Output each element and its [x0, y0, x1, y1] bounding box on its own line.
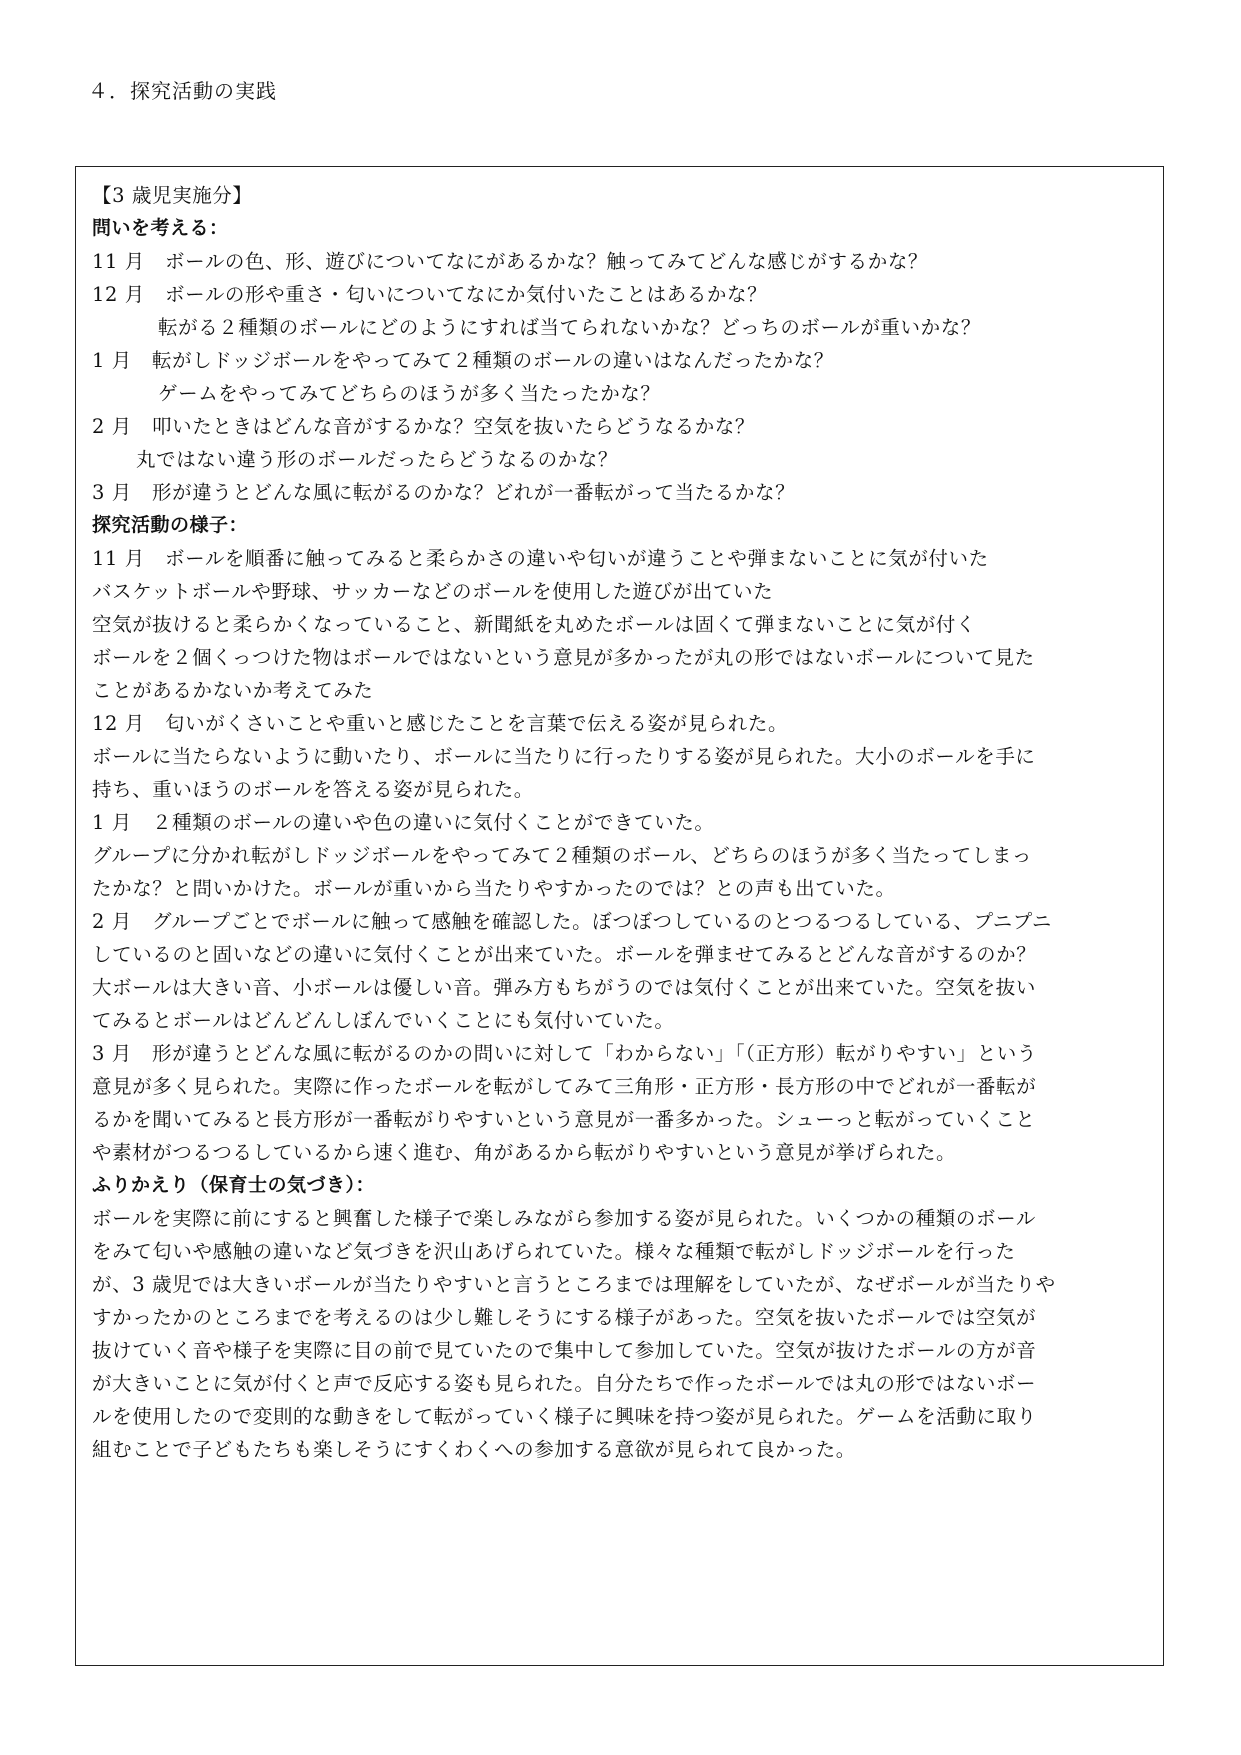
text-line: 1 月 ２種類のボールの違いや色の違いに気付くことができていた。 — [92, 811, 715, 834]
section-heading: ４．探究活動の実践 — [88, 79, 277, 103]
text-line: 11 月 ボールを順番に触ってみると柔らかさの違いや匂いが違うことや弾まないことに気が付いた — [92, 547, 989, 570]
text-line: 空気が抜けると柔らかくなっていること、新聞紙を丸めたボールは固くて弾まないことに気が付く — [92, 613, 977, 636]
text-line: 12 月 ボールの形や重さ・匂いについてなにか気付いたことはあるかな？ — [92, 283, 768, 306]
content-body — [92, 179, 1151, 1466]
section-label: ふりかえり（保育士の気づき）： — [92, 1174, 376, 1196]
text-line: 転がる２種類のボールにどのようにすれば当てられないかな？どっちのボールが重いかな？ — [158, 316, 981, 339]
section-label: 問いを考える： — [92, 217, 229, 239]
text-line: 大ボールは大きい音、小ボールは優しい音。弾み方もちがうのでは気付くことが出来ていた。空気を抜い — [92, 976, 1036, 999]
text-line: 【3 歳児実施分】 — [92, 184, 253, 207]
text-line: ボールを２個くっつけた物はボールではないという意見が多かったが丸の形ではないボールについて見た — [92, 646, 1035, 669]
text-line: グループに分かれ転がしドッジボールをやってみて２種類のボール、どちらのほうが多く当たってしまっ — [92, 844, 1033, 867]
text-line: ことがあるかないか考えてみた — [92, 679, 374, 702]
text-line: てみるとボールはどんどんしぼんでいくことにも気付いていた。 — [92, 1009, 675, 1032]
text-line: 2 月 グループごとでボールに触って感触を確認した。ぼつぼつしているのとつるつるしている、プニプニ — [92, 910, 1053, 933]
text-line: バスケットボールや野球、サッカーなどのボールを使用した遊びが出ていた — [92, 580, 774, 603]
text-line: すかったかのところまでを考えるのは少し難しそうにする様子があった。空気を抜いたボールでは空気が — [92, 1306, 1037, 1329]
text-line: ルを使用したので変則的な動きをして転がっていく様子に興味を持つ姿が見られた。ゲームを活動に取り — [92, 1405, 1037, 1428]
text-line: しているのと固いなどの違いに気付くことが出来ていた。ボールを弾ませてみるとどんな音がするのか？ — [92, 943, 1037, 966]
text-line: 丸ではない違う形のボールだったらどうなるのかな？ — [136, 448, 619, 471]
text-line: ボールに当たらないように動いたり、ボールに当たりに行ったりする姿が見られた。大小のボールを手に — [92, 745, 1036, 768]
text-line: や素材がつるつるしているから速く進む、角があるから転がりやすいという意見が挙げられた。 — [92, 1141, 957, 1164]
text-line: 2 月 叩いたときはどんな音がするかな？空気を抜いたらどうなるかな？ — [92, 415, 756, 438]
text-line: 11 月 ボールの色、形、遊びについてなにがあるかな？触ってみてどんな感じがするかな？ — [92, 250, 929, 273]
text-line: 1 月 転がしドッジボールをやってみて２種類のボールの違いはなんだったかな？ — [92, 349, 834, 372]
text-line: ボールを実際に前にすると興奮した様子で楽しみながら参加する姿が見られた。いくつかの種類のボール — [92, 1207, 1036, 1230]
text-line: が、3 歳児では大きいボールが当たりやすいと言うところまでは理解をしていたが、なぜボールが当たりや — [92, 1273, 1056, 1296]
content-box — [75, 166, 1164, 1666]
text-line: 意見が多く見られた。実際に作ったボールを転がしてみて三角形・正方形・長方形の中でどれが一番転が — [92, 1075, 1037, 1098]
text-line: るかを聞いてみると長方形が一番転がりやすいという意見が一番多かった。シューっと転がっていくこと — [92, 1108, 1036, 1131]
text-line: 抜けていく音や様子を実際に目の前で見ていたので集中して参加していた。空気が抜けたボールの方が音 — [92, 1339, 1037, 1362]
text-line: 12 月 匂いがくさいことや重いと感じたことを言葉で伝える姿が見られた。 — [92, 712, 789, 735]
text-line: 持ち、重いほうのボールを答える姿が見られた。 — [92, 778, 534, 801]
text-line: ゲームをやってみてどちらのほうが多く当たったかな？ — [158, 382, 661, 405]
text-line: 3 月 形が違うとどんな風に転がるのかな？どれが一番転がって当たるかな？ — [92, 481, 796, 504]
text-line: たかな？と問いかけた。ボールが重いから当たりやすかったのでは？との声も出ていた。 — [92, 877, 896, 900]
text-line: 組むことで子どもたちも楽しそうにすくわくへの参加する意欲が見られて良かった。 — [92, 1438, 856, 1461]
text-line: 3 月 形が違うとどんな風に転がるのかの問いに対して「わからない」「（正方形）転がりやすい」という — [92, 1042, 1038, 1065]
section-label: 探究活動の様子： — [92, 514, 249, 536]
text-line: が大きいことに気が付くと声で反応する姿も見られた。自分たちで作ったボールでは丸の形ではないボー — [92, 1372, 1037, 1395]
text-line: をみて匂いや感触の違いなど気づきを沢山あげられていた。様々な種類で転がしドッジボールを行った — [92, 1240, 1016, 1263]
